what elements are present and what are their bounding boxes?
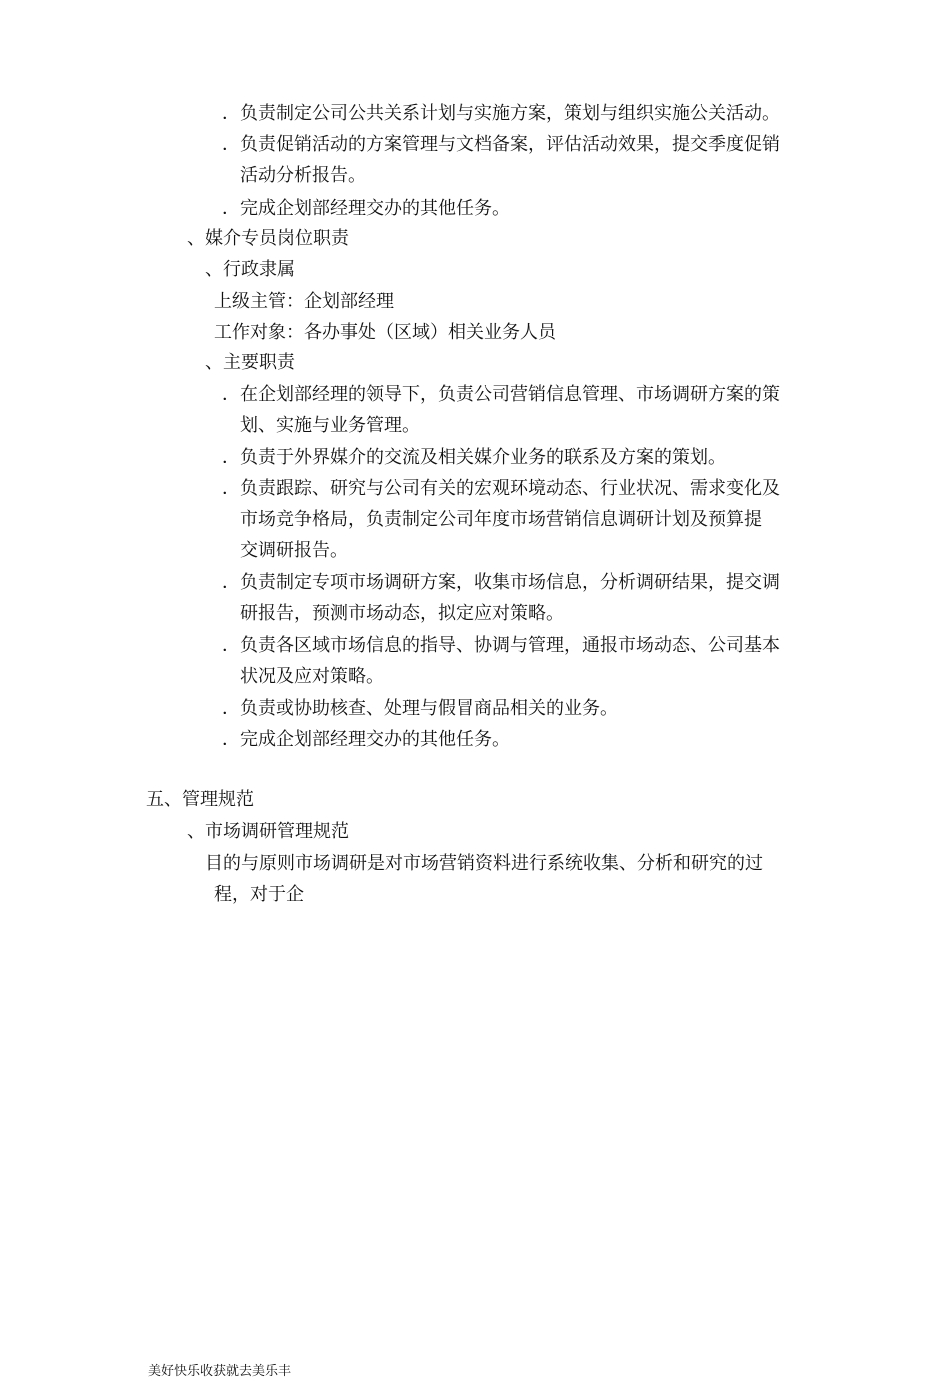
work-target-line: 工作对象：各办事处（区域）相关业务人员 — [214, 322, 556, 343]
duty-line-9: 市场竞争格局，负责制定公司年度市场营销信息调研计划及预算提 — [240, 509, 762, 530]
footer-text: 美好快乐收获就去美乐丰 — [148, 1364, 292, 1379]
subheading-admin: 、行政隶属 — [205, 259, 295, 280]
section-heading-media: 、媒介专员岗位职责 — [187, 228, 349, 249]
duty-line-7: ．负责于外界媒介的交流及相关媒介业务的联系及方案的策划。 — [222, 447, 726, 468]
duty-line-12: 研报告，预测市场动态，拟定应对策略。 — [240, 603, 564, 624]
duty-line-11: ．负责制定专项市场调研方案，收集市场信息，分析调研结果，提交调 — [222, 572, 780, 593]
duty-line-3: 活动分析报告。 — [240, 165, 366, 186]
duty-line-1: ．负责制定公司公共关系计划与实施方案，策划与组织实施公关活动。 — [222, 103, 780, 124]
duty-line-10: 交调研报告。 — [240, 540, 348, 561]
duty-line-6: 划、实施与业务管理。 — [240, 415, 420, 436]
purpose-line-2: 程，对于企 — [214, 884, 304, 905]
duty-line-15: ．负责或协助核查、处理与假冒商品相关的业务。 — [222, 698, 618, 719]
duty-line-14: 状况及应对策略。 — [240, 666, 384, 687]
subheading-market-research: 、市场调研管理规范 — [187, 821, 349, 842]
duty-line-2: ．负责促销活动的方案管理与文档备案，评估活动效果，提交季度促销 — [222, 134, 780, 155]
duty-line-4: ．完成企划部经理交办的其他任务。 — [222, 198, 510, 219]
section-heading-management: 五、管理规范 — [146, 789, 254, 810]
duty-line-13: ．负责各区域市场信息的指导、协调与管理，通报市场动态、公司基本 — [222, 635, 780, 656]
subheading-duties: 、主要职责 — [205, 352, 295, 373]
duty-line-8: ．负责跟踪、研究与公司有关的宏观环境动态、行业状况、需求变化及 — [222, 478, 780, 499]
duty-line-5: ．在企划部经理的领导下，负责公司营销信息管理、市场调研方案的策 — [222, 384, 780, 405]
purpose-line-1: 目的与原则市场调研是对市场营销资料进行系统收集、分析和研究的过 — [205, 853, 763, 874]
duty-line-16: ．完成企划部经理交办的其他任务。 — [222, 729, 510, 750]
supervisor-line: 上级主管：企划部经理 — [214, 291, 394, 312]
